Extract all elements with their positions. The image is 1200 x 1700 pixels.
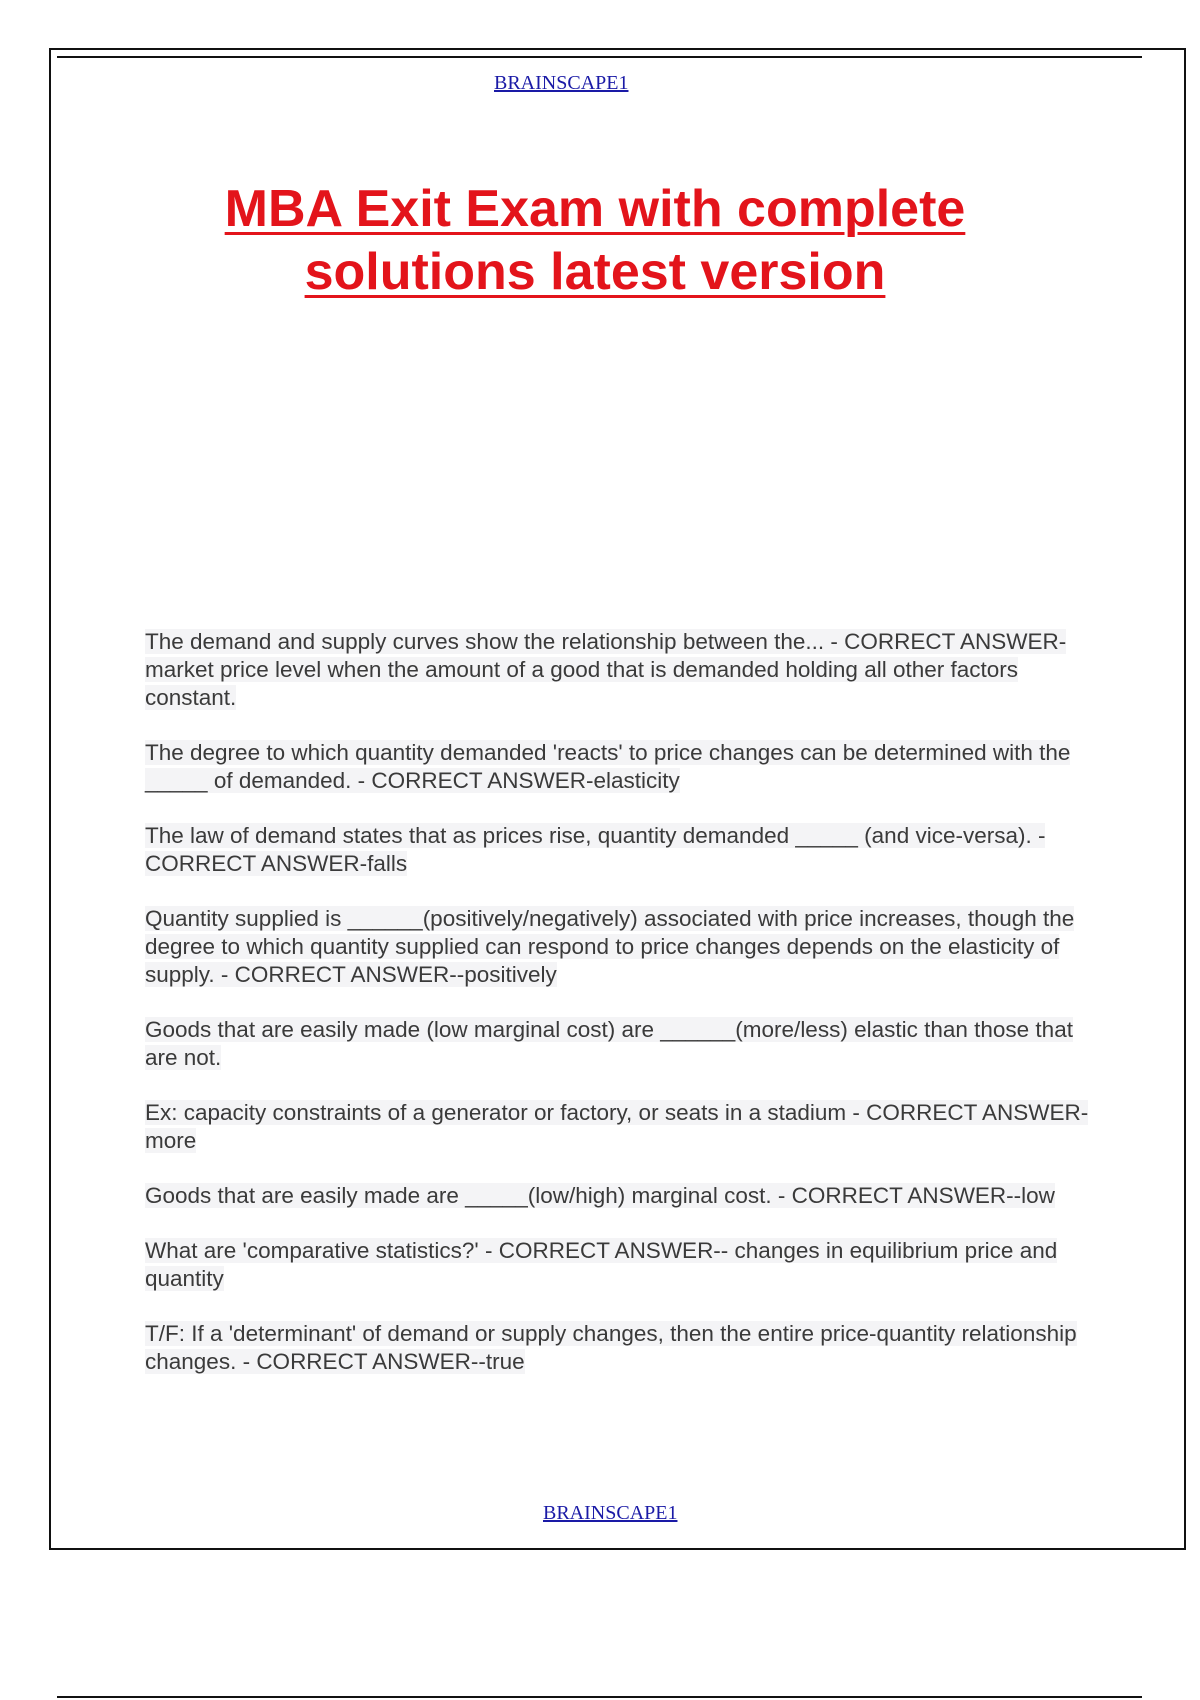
qa-item	[145, 1016, 1095, 1072]
document-title: MBA Exit Exam with complete solutions latest version	[224, 180, 966, 301]
qa-item-text: Goods that are easily made (low marginal cost) are ______(more/less) elastic than those that are not.	[145, 1017, 1073, 1070]
qa-item-text: T/F: If a 'determinant' of demand or supply changes, then the entire price-quantity relationship changes. - CORRECT ANSWER--true	[145, 1321, 1077, 1374]
qa-item-text: The demand and supply curves show the relationship between the... - CORRECT ANSWER-market price level when the amount of a good that is demanded holding all other factors constant.	[145, 629, 1067, 710]
qa-item-text: What are 'comparative statistics?' - CORRECT ANSWER-- changes in equilibrium price and quantity	[145, 1238, 1058, 1291]
brand-link-footer[interactable]: BRAINSCAPE1	[543, 1502, 678, 1524]
qa-item	[145, 1237, 1095, 1293]
qa-item	[145, 905, 1095, 989]
next-page-rule	[57, 1696, 1142, 1698]
qa-item-text: Ex: capacity constraints of a generator or factory, or seats in a stadium - CORRECT ANSWER-more	[145, 1100, 1089, 1153]
qa-item	[145, 1182, 1095, 1210]
top-rule	[57, 56, 1142, 58]
qa-item-text: The law of demand states that as prices rise, quantity demanded _____ (and vice-versa). - CORRECT ANSWER-falls	[145, 823, 1046, 876]
qa-item-text: The degree to which quantity demanded 'reacts' to price changes can be determined with the _____ of demanded. - CORRECT ANSWER-elasticity	[145, 740, 1071, 793]
qa-item	[145, 739, 1095, 795]
qa-item-text: Quantity supplied is ______(positively/negatively) associated with price increases, though the degree to which quantity supplied can respond to price changes depends on the elasticity of supply. - CORRECT ANSWER--positively	[145, 906, 1075, 987]
qa-item-text: Goods that are easily made are _____(low/high) marginal cost. - CORRECT ANSWER--low	[145, 1183, 1055, 1208]
qa-item	[145, 1099, 1095, 1155]
brand-link-header[interactable]: BRAINSCAPE1	[494, 72, 629, 94]
qa-item	[145, 822, 1095, 878]
qa-list	[145, 628, 1095, 1403]
qa-item	[145, 1320, 1095, 1376]
qa-item	[145, 628, 1095, 712]
